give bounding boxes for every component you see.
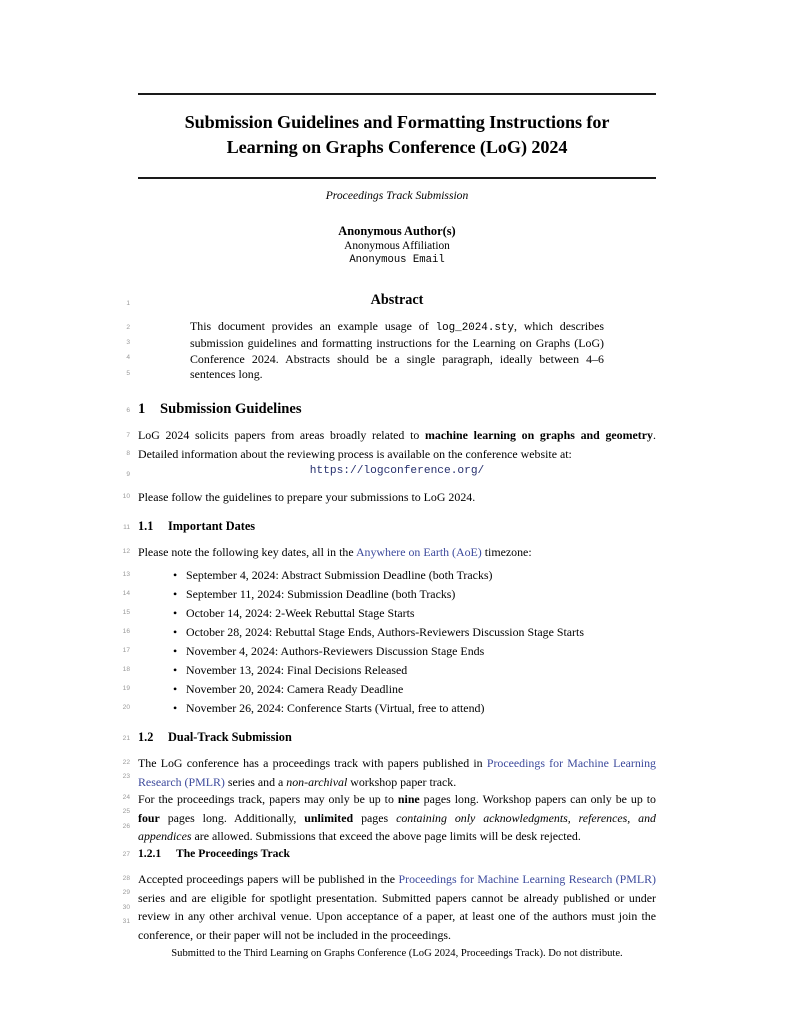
author-name: Anonymous Author(s) bbox=[338, 224, 456, 238]
list-item bbox=[173, 661, 669, 680]
line-number: 17 bbox=[122, 647, 130, 654]
sty-filename: log_2024.sty bbox=[435, 322, 514, 334]
line-number: 12 bbox=[122, 548, 130, 555]
paragraph-dual-track-part-3: workshop paper track. bbox=[347, 774, 457, 789]
line-number: 14 bbox=[122, 590, 130, 597]
title-rule-top bbox=[138, 93, 656, 95]
paragraph-proceedings-track bbox=[138, 870, 656, 944]
appendix-emphasis: containing only acknowledgments, references, and appendices bbox=[138, 810, 656, 843]
bullet-icon: • bbox=[173, 682, 178, 696]
abstract-text-part-2: , which describes submission guidelines and formatting instructions for the Learning on Graphs (LoG) Conference 2024. Abstracts should be a single paragraph, ideally between 4–6 sentences long. bbox=[190, 319, 605, 381]
pmlr-link[interactable]: Proceedings for Machine Learning Research (PMLR) bbox=[398, 872, 656, 886]
paragraph-page-limits-part-5: are allowed. Submissions that exceed the above page limits will be desk rejected. bbox=[191, 829, 581, 843]
list-item-label: November 4, 2024: Authors-Reviewers Discussion Stage Ends bbox=[186, 644, 485, 658]
line-number: 7 bbox=[126, 432, 130, 439]
section-1-2-number: 1.2 bbox=[138, 730, 154, 744]
section-1-number: 1 bbox=[138, 401, 146, 417]
line-number: 1 bbox=[126, 300, 130, 307]
page-footer: Submitted to the Third Learning on Graphs Conference (LoG 2024, Proceedings Track). Do not distribute. bbox=[171, 948, 623, 959]
line-number: 18 bbox=[122, 666, 130, 673]
paragraph-page-limits-part-1: For the proceedings track, papers may only be up to bbox=[138, 792, 398, 806]
paragraph-key-dates-part-2: timezone: bbox=[481, 545, 532, 559]
paragraph-page-limits bbox=[138, 790, 656, 846]
line-number: 5 bbox=[126, 370, 130, 377]
title-line-1: Submission Guidelines and Formatting Instructions for bbox=[184, 112, 610, 132]
paragraph-follow-guidelines: Please follow the guidelines to prepare your submissions to LoG 2024. bbox=[138, 490, 476, 504]
line-number: 10 bbox=[122, 493, 130, 500]
line-number: 4 bbox=[126, 354, 130, 361]
list-item bbox=[173, 699, 669, 718]
page-limit-unlimited: unlimited bbox=[304, 810, 354, 825]
list-item bbox=[173, 566, 669, 585]
paragraph-key-dates-part-1: Please note the following key dates, all in the bbox=[138, 545, 356, 559]
list-item bbox=[173, 604, 669, 623]
paragraph-solicits-bold: machine learning on graphs and geometry bbox=[425, 428, 653, 442]
track-subtitle: Proceedings Track Submission bbox=[325, 189, 469, 202]
paragraph-page-limits-part-4: pages bbox=[353, 810, 397, 825]
list-item-label: October 14, 2024: 2-Week Rebuttal Stage Starts bbox=[186, 606, 415, 620]
list-item-label: November 13, 2024: Final Decisions Released bbox=[186, 663, 408, 677]
section-1-1-number: 1.1 bbox=[138, 519, 154, 533]
bullet-icon: • bbox=[173, 568, 178, 582]
line-number: 11 bbox=[123, 524, 130, 531]
list-item bbox=[173, 680, 669, 699]
page-title bbox=[138, 110, 656, 160]
title-line-2: Learning on Graphs Conference (LoG) 2024 bbox=[226, 137, 568, 157]
line-number: 31 bbox=[122, 918, 130, 925]
list-item bbox=[173, 585, 669, 604]
list-item-label: October 28, 2024: Rebuttal Stage Ends, Authors-Reviewers Discussion Stage Starts bbox=[186, 625, 584, 639]
line-number: 19 bbox=[122, 685, 130, 692]
abstract-text-part-1: This document provides an example usage of bbox=[190, 319, 436, 333]
line-number: 25 bbox=[122, 808, 130, 815]
bullet-icon: • bbox=[173, 663, 178, 677]
line-number: 21 bbox=[122, 735, 130, 742]
line-number: 26 bbox=[122, 823, 130, 830]
paragraph-page-limits-part-3: pages long. Additionally, bbox=[159, 810, 305, 825]
section-1-1-title: Important Dates bbox=[168, 519, 256, 533]
line-number: 2 bbox=[126, 324, 130, 331]
line-number: 20 bbox=[122, 704, 130, 711]
list-item bbox=[173, 642, 669, 661]
bullet-icon: • bbox=[173, 644, 178, 658]
heading-section-1-2 bbox=[138, 730, 292, 745]
section-1-2-title: Dual-Track Submission bbox=[168, 730, 292, 744]
paragraph-page-limits-part-2: pages long. Workshop papers can only be up to bbox=[419, 792, 657, 806]
bullet-icon: • bbox=[173, 587, 178, 601]
heading-section-1 bbox=[138, 401, 302, 418]
paragraph-key-dates bbox=[138, 543, 656, 562]
line-number: 22 bbox=[122, 759, 130, 766]
paragraph-solicits-part-2: . Detailed information about the reviewing process is available on the conference website at: bbox=[138, 428, 656, 461]
list-item-label: September 4, 2024: Abstract Submission Deadline (both Tracks) bbox=[186, 568, 493, 582]
paragraph-solicits bbox=[138, 426, 656, 463]
paragraph-dual-track bbox=[138, 754, 656, 791]
page-limit-four: four bbox=[138, 810, 160, 825]
heading-section-1-1 bbox=[138, 519, 255, 534]
conference-url-link[interactable] bbox=[138, 465, 656, 477]
pmlr-link[interactable]: Proceedings for Machine Learning Research (PMLR) bbox=[138, 756, 656, 789]
line-number: 24 bbox=[122, 794, 130, 801]
list-item-label: September 11, 2024: Submission Deadline (both Tracks) bbox=[186, 587, 456, 601]
paragraph-solicits-part-1: LoG 2024 solicits papers from areas broadly related to bbox=[138, 428, 426, 442]
paragraph-dual-track-part-1: The LoG conference has a proceedings track with papers published in bbox=[138, 756, 487, 770]
line-number: 8 bbox=[126, 450, 130, 457]
abstract-heading: Abstract bbox=[370, 292, 424, 308]
bullet-icon: • bbox=[173, 701, 178, 715]
list-item-label: November 20, 2024: Camera Ready Deadline bbox=[186, 682, 404, 696]
line-number: 23 bbox=[122, 773, 130, 780]
author-affiliation: Anonymous Affiliation bbox=[344, 240, 450, 252]
heading-section-1-2-1 bbox=[138, 847, 290, 860]
abstract-text bbox=[190, 319, 604, 382]
page-limit-nine: nine bbox=[397, 792, 420, 806]
line-number: 29 bbox=[122, 889, 130, 896]
author-block bbox=[138, 224, 656, 267]
section-1-title: Submission Guidelines bbox=[160, 401, 302, 417]
line-number: 16 bbox=[122, 628, 130, 635]
bullet-icon: • bbox=[173, 606, 178, 620]
section-1-2-1-number: 1.2.1 bbox=[138, 847, 162, 860]
non-archival-emphasis: non-archival bbox=[286, 774, 348, 789]
section-1-2-1-title: The Proceedings Track bbox=[176, 847, 291, 860]
line-number: 30 bbox=[122, 904, 130, 911]
title-rule-bottom bbox=[138, 177, 656, 179]
list-item bbox=[173, 623, 669, 642]
paragraph-proceedings-part-2: series and are eligible for spotlight presentation. Submitted papers cannot be already published or under review in any other archival venue. Upon acceptance of a paper, at least one of the authors must join the conference, or their paper will not be included in the proceedings. bbox=[138, 890, 656, 942]
line-number: 28 bbox=[122, 875, 130, 882]
author-email: Anonymous Email bbox=[349, 254, 445, 266]
line-number: 6 bbox=[126, 407, 130, 414]
line-number: 27 bbox=[122, 851, 130, 858]
line-number: 9 bbox=[126, 471, 130, 478]
paragraph-dual-track-part-2: series and a bbox=[224, 774, 287, 789]
bullet-icon: • bbox=[173, 625, 178, 639]
conference-url-text: https://logconference.org/ bbox=[309, 465, 485, 477]
line-number: 13 bbox=[122, 571, 130, 578]
line-number: 3 bbox=[126, 339, 130, 346]
aoe-timezone-link[interactable]: Anywhere on Earth (AoE) bbox=[355, 545, 482, 559]
list-item-label: November 26, 2024: Conference Starts (Virtual, free to attend) bbox=[186, 701, 485, 715]
line-number: 15 bbox=[122, 609, 130, 616]
paragraph-proceedings-part-1: Accepted proceedings papers will be published in the bbox=[138, 872, 399, 886]
